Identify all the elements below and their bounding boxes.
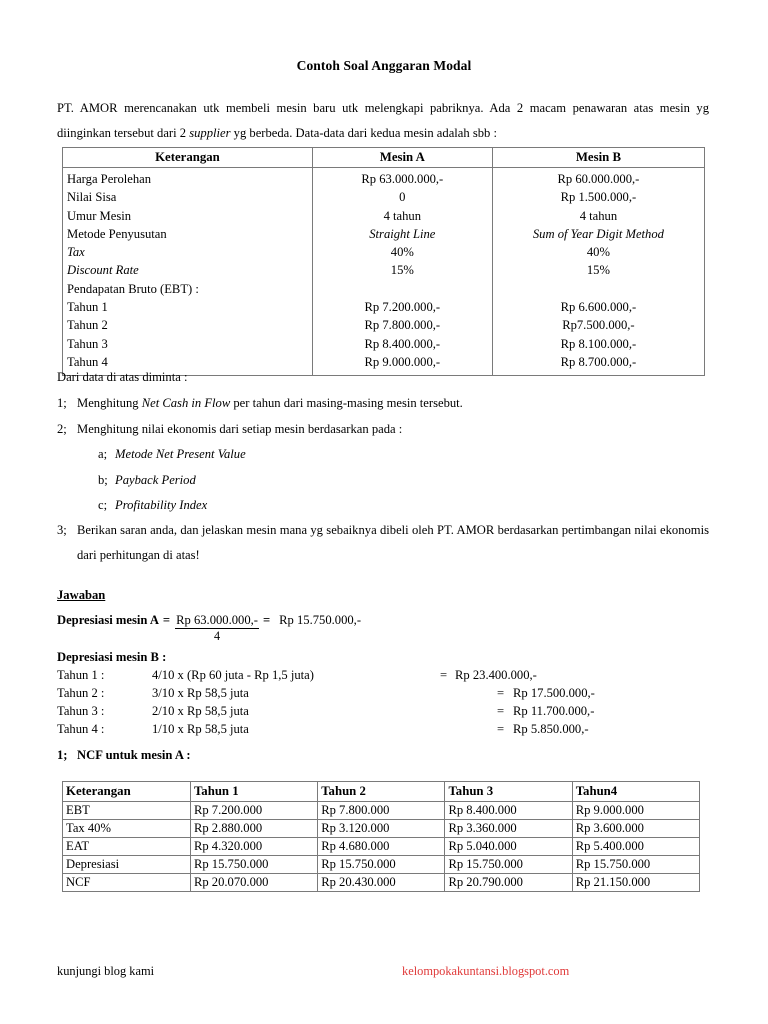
depresiasi-b-title: Depresiasi mesin B : <box>57 650 167 664</box>
table2-header-keterangan: Keterangan <box>63 782 191 802</box>
depresiasi-a-equals-2: = <box>262 613 271 627</box>
table1-a-9: Rp 8.400.000,- <box>364 336 441 351</box>
table1-mesin-b-list <box>493 168 704 375</box>
table2-row-label: NCF <box>63 874 191 892</box>
question-2c-label: Profitability Index <box>115 498 208 512</box>
table2-cell: Rp 9.000.000 <box>572 802 699 820</box>
table1-b-10: Rp 8.700.000,- <box>560 354 637 369</box>
table1-ket-2: Umur Mesin <box>67 208 132 223</box>
depresiasi-b-row-calc: 1/10 x Rp 58,5 juta <box>152 722 249 736</box>
table1-header-mesin-a: Mesin A <box>312 148 492 168</box>
table1-b-6 <box>493 280 704 298</box>
question-2b-marker: b; <box>98 473 108 487</box>
table-row <box>63 820 700 838</box>
table2-cell: Rp 4.320.000 <box>190 838 317 856</box>
table1-header-row <box>63 148 705 168</box>
depresiasi-a-denominator: 4 <box>213 629 221 643</box>
page-title: Contoh Soal Anggaran Modal <box>296 58 472 73</box>
answer-heading: Jawaban <box>57 588 106 602</box>
depresiasi-a-numerator: Rp 63.000.000,- <box>176 613 258 627</box>
table1-a-3: Straight Line <box>369 226 436 241</box>
table2-cell: Rp 2.880.000 <box>190 820 317 838</box>
table1-body-row <box>63 168 705 376</box>
table2-cell: Rp 15.750.000 <box>445 856 572 874</box>
table1-b-3: Sum of Year Digit Method <box>532 226 664 241</box>
ncf-heading-marker: 1; <box>57 748 68 762</box>
question-2b-label: Payback Period <box>115 473 196 487</box>
intro-text-part1: PT. AMOR merencanakan utk membeli mesin baru utk melengkapi pabriknya. Ada 2 macam penawaran atas mesin yg diinginkan tersebut dari 2 <box>57 101 709 140</box>
table2-row-label: Tax 40% <box>63 820 191 838</box>
table-row <box>63 838 700 856</box>
ncf-table-mesin-a <box>62 781 700 892</box>
table1-ket-7: Tahun 1 <box>67 300 108 315</box>
table1-header-keterangan: Keterangan <box>63 148 313 168</box>
table1-a-7: Rp 7.200.000,- <box>364 300 441 315</box>
depresiasi-a-label: Depresiasi mesin A <box>57 613 159 627</box>
table2-row-label: Depresiasi <box>63 856 191 874</box>
intro-text-part2: yg berbeda. Data-data dari kedua mesin adalah sbb : <box>230 126 497 140</box>
table2-cell: Rp 5.040.000 <box>445 838 572 856</box>
table1-ket-8: Tahun 2 <box>67 318 108 333</box>
table2-cell: Rp 20.430.000 <box>318 874 445 892</box>
footer-blog-url[interactable]: kelompokakuntansi.blogspot.com <box>402 964 570 978</box>
questions-lead: Dari data di atas diminta : <box>57 370 188 384</box>
table2-cell: Rp 3.360.000 <box>445 820 572 838</box>
table-row <box>63 802 700 820</box>
table1-keterangan-list <box>63 168 312 375</box>
depresiasi-b-row-equals: = <box>497 704 505 718</box>
table2-row-label: EBT <box>63 802 191 820</box>
table1-a-10: Rp 9.000.000,- <box>364 354 441 369</box>
table1-b-7: Rp 6.600.000,- <box>560 300 637 315</box>
table1-ket-4: Tax <box>67 245 85 260</box>
table1-ket-0: Harga Perolehan <box>67 172 152 186</box>
question-1-after: per tahun dari masing-masing mesin tersebut. <box>230 396 463 410</box>
table2-cell: Rp 3.120.000 <box>318 820 445 838</box>
depresiasi-b-row-equals: = <box>440 668 448 682</box>
depresiasi-a-formula <box>57 613 361 644</box>
table2-cell: Rp 5.400.000 <box>572 838 699 856</box>
depresiasi-b-row-value: Rp 5.850.000,- <box>513 722 589 736</box>
table1-a-2: 4 tahun <box>383 208 422 223</box>
table1-a-6 <box>313 280 492 298</box>
table1-ket-9: Tahun 3 <box>67 336 108 351</box>
table2-cell: Rp 20.790.000 <box>445 874 572 892</box>
table1-b-1: Rp 1.500.000,- <box>560 190 637 205</box>
table1-a-5: 15% <box>390 263 414 278</box>
table1-mesin-b-cell <box>492 168 704 376</box>
machine-comparison-table <box>62 147 705 376</box>
table2-cell: Rp 15.750.000 <box>318 856 445 874</box>
depresiasi-b-row-label: Tahun 4 : <box>57 722 105 736</box>
depresiasi-b-row-value: Rp 11.700.000,- <box>513 704 595 718</box>
depresiasi-b-row-equals: = <box>497 686 505 700</box>
question-2c-marker: c; <box>98 498 108 512</box>
table1-a-4: 40% <box>390 245 414 260</box>
table1-b-9: Rp 8.100.000,- <box>560 336 637 351</box>
table1-ket-5: Discount Rate <box>67 263 139 278</box>
table1-a-8: Rp 7.800.000,- <box>364 318 441 333</box>
table1-b-4: 40% <box>586 245 610 260</box>
table2-header-row <box>63 782 700 802</box>
table2-cell: Rp 8.400.000 <box>445 802 572 820</box>
depresiasi-b-row-value: Rp 17.500.000,- <box>513 686 595 700</box>
question-2a-marker: a; <box>98 447 108 461</box>
footer-left-text: kunjungi blog kami <box>57 964 155 978</box>
table2-cell: Rp 7.800.000 <box>318 802 445 820</box>
table1-b-5: 15% <box>586 263 610 278</box>
ncf-section-heading <box>57 748 191 763</box>
depresiasi-a-equals-1: = <box>162 613 171 627</box>
table2-header-tahun-3: Tahun 3 <box>445 782 572 802</box>
depresiasi-b-row-equals: = <box>497 722 505 736</box>
table1-keterangan-cell <box>63 168 313 376</box>
table1-b-8: Rp7.500.000,- <box>562 318 635 333</box>
table1-b-0: Rp 60.000.000,- <box>557 172 640 186</box>
question-1-text <box>77 396 463 411</box>
question-1-marker: 1; <box>57 396 67 410</box>
depresiasi-b-row-label: Tahun 3 : <box>57 704 105 718</box>
question-3-marker: 3; <box>57 523 67 537</box>
question-1-italic: Net Cash in Flow <box>141 396 231 410</box>
table1-header-mesin-b: Mesin B <box>492 148 704 168</box>
question-1-before: Menghitung <box>77 396 142 410</box>
depresiasi-a-fraction <box>175 613 259 644</box>
ncf-heading-text: NCF untuk mesin A : <box>77 748 191 762</box>
question-2-text: Menghitung nilai ekonomis dari setiap mesin berdasarkan pada : <box>77 422 403 436</box>
table2-header-tahun-1: Tahun 1 <box>190 782 317 802</box>
table-row <box>63 856 700 874</box>
table2-cell: Rp 15.750.000 <box>572 856 699 874</box>
table2-cell: Rp 21.150.000 <box>572 874 699 892</box>
table1-ket-3: Metode Penyusutan <box>67 226 167 241</box>
question-2a-label: Metode Net Present Value <box>115 447 246 461</box>
table2-row-label: EAT <box>63 838 191 856</box>
depresiasi-b-row-calc: 4/10 x (Rp 60 juta - Rp 1,5 juta) <box>152 668 314 682</box>
table2-cell: Rp 3.600.000 <box>572 820 699 838</box>
table2-cell: Rp 7.200.000 <box>190 802 317 820</box>
question-3-text: Berikan saran anda, dan jelaskan mesin mana yg sebaiknya dibeli oleh PT. AMOR berdasarkan pertimbangan nilai ekonomis dari perhitungan di atas! <box>77 523 709 562</box>
table2-header-tahun-2: Tahun 2 <box>318 782 445 802</box>
table1-ket-10: Tahun 4 <box>67 354 108 369</box>
table1-ket-6: Pendapatan Bruto (EBT) : <box>67 281 199 296</box>
table2-cell: Rp 4.680.000 <box>318 838 445 856</box>
table1-mesin-a-cell <box>312 168 492 376</box>
table1-a-1: 0 <box>399 190 406 205</box>
depresiasi-b-row-label: Tahun 1 : <box>57 668 105 682</box>
table1-mesin-a-list <box>313 168 492 375</box>
table1-ket-1: Nilai Sisa <box>67 190 117 205</box>
depresiasi-a-result: Rp 15.750.000,- <box>279 613 362 627</box>
table1-a-0: Rp 63.000.000,- <box>361 172 444 186</box>
question-2-marker: 2; <box>57 422 67 436</box>
table2-header-tahun-4: Tahun4 <box>572 782 699 802</box>
table1-b-2: 4 tahun <box>579 208 618 223</box>
depresiasi-b-row-label: Tahun 2 : <box>57 686 105 700</box>
depresiasi-b-row-value: Rp 23.400.000,- <box>455 668 537 682</box>
table2-cell: Rp 20.070.000 <box>190 874 317 892</box>
table2-cell: Rp 15.750.000 <box>190 856 317 874</box>
intro-italic-supplier: supplier <box>189 126 231 140</box>
intro-paragraph <box>57 96 709 146</box>
depresiasi-b-row-calc: 2/10 x Rp 58,5 juta <box>152 704 249 718</box>
depresiasi-b-row-calc: 3/10 x Rp 58,5 juta <box>152 686 249 700</box>
table-row <box>63 874 700 892</box>
